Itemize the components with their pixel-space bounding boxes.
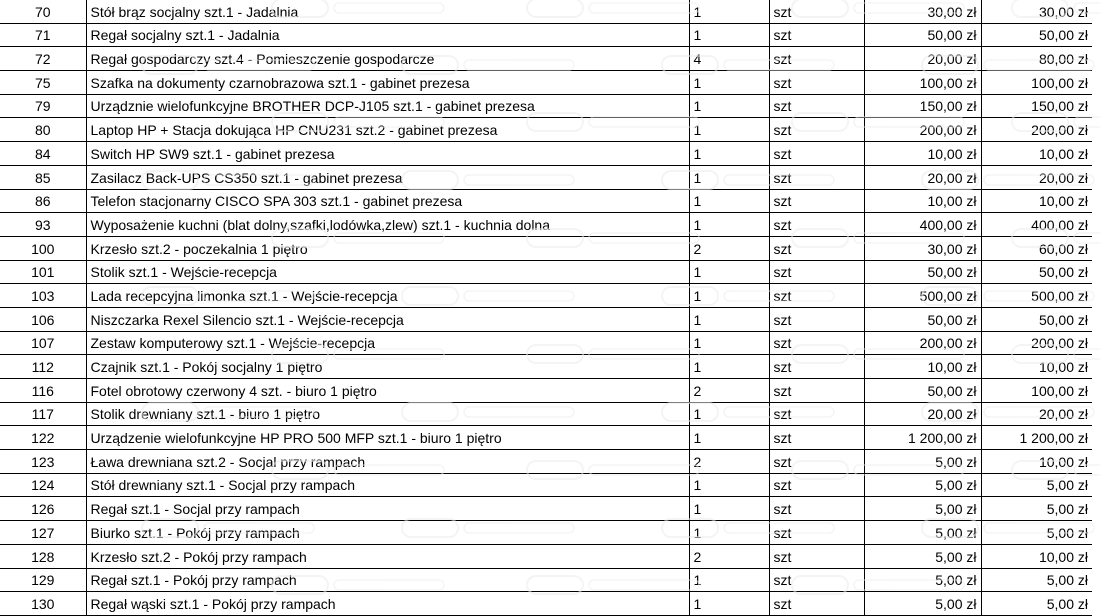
unit-price-cell: 500,00 zł	[864, 284, 981, 308]
item-name-cell: Regał socjalny szt.1 - Jadalnia	[86, 23, 689, 47]
unit-price-cell: 5,00 zł	[864, 450, 981, 474]
unit-cell: szt	[769, 497, 864, 521]
table-row	[0, 426, 1092, 450]
item-name-cell: Szafka na dokumenty czarnobrazowa szt.1 - gabinet prezesa	[86, 71, 689, 95]
quantity-cell: 1	[689, 473, 769, 497]
continuation-lines	[0, 602, 1092, 604]
quantity-cell: 1	[689, 94, 769, 118]
unit-price-cell: 200,00 zł	[864, 118, 981, 142]
unit-cell: szt	[769, 592, 864, 616]
unit-cell: szt	[769, 71, 864, 95]
total-value-cell: 10,00 zł	[981, 544, 1092, 568]
row-number-cell: 84	[0, 142, 86, 166]
item-name-cell: Regał wąski szt.1 - Pokój przy rampach	[86, 592, 689, 616]
total-value-cell: 5,00 zł	[981, 473, 1092, 497]
unit-price-cell: 50,00 zł	[864, 260, 981, 284]
quantity-cell: 1	[689, 142, 769, 166]
unit-cell: szt	[769, 568, 864, 592]
row-number-cell: 129	[0, 568, 86, 592]
total-value-cell: 100,00 zł	[981, 71, 1092, 95]
item-name-cell: Zasilacz Back-UPS CS350 szt.1 - gabinet prezesa	[86, 165, 689, 189]
item-name-cell: Regał gospodarczy szt.4 - Pomieszczenie gospodarcze	[86, 47, 689, 71]
quantity-cell: 4	[689, 47, 769, 71]
total-value-cell: 50,00 zł	[981, 260, 1092, 284]
total-value-cell: 400,00 zł	[981, 213, 1092, 237]
quantity-cell: 2	[689, 544, 769, 568]
quantity-cell: 1	[689, 355, 769, 379]
row-number-cell: 101	[0, 260, 86, 284]
quantity-cell: 1	[689, 118, 769, 142]
item-name-cell: Krzesło szt.2 - poczekalnia 1 piętro	[86, 236, 689, 260]
row-number-cell: 85	[0, 165, 86, 189]
unit-price-cell: 5,00 zł	[864, 521, 981, 545]
total-value-cell: 80,00 zł	[981, 47, 1092, 71]
unit-cell: szt	[769, 426, 864, 450]
unit-price-cell: 200,00 zł	[864, 331, 981, 355]
row-number-cell: 71	[0, 23, 86, 47]
unit-price-cell: 50,00 zł	[864, 379, 981, 403]
total-value-cell: 200,00 zł	[981, 118, 1092, 142]
row-number-cell: 103	[0, 284, 86, 308]
unit-price-cell: 5,00 zł	[864, 473, 981, 497]
quantity-cell: 1	[689, 521, 769, 545]
table-row	[0, 402, 1092, 426]
total-value-cell: 10,00 zł	[981, 450, 1092, 474]
total-value-cell: 10,00 zł	[981, 355, 1092, 379]
unit-price-cell: 30,00 zł	[864, 236, 981, 260]
total-value-cell: 10,00 zł	[981, 142, 1092, 166]
unit-price-cell: 5,00 zł	[864, 568, 981, 592]
item-name-cell: Wyposażenie kuchni (blat dolny,szafki,lodówka,zlew) szt.1 - kuchnia dolna	[86, 213, 689, 237]
unit-cell: szt	[769, 544, 864, 568]
item-name-cell: Urządznie wielofunkcyjne BROTHER DCP-J105 szt.1 - gabinet prezesa	[86, 94, 689, 118]
table-row	[0, 94, 1092, 118]
unit-cell: szt	[769, 213, 864, 237]
table-row	[0, 71, 1092, 95]
item-name-cell: Ława drewniana szt.2 - Socjal przy rampach	[86, 450, 689, 474]
row-number-cell: 126	[0, 497, 86, 521]
total-value-cell: 5,00 zł	[981, 521, 1092, 545]
item-name-cell: Niszczarka Rexel Silencio szt.1 - Wejście-recepcja	[86, 307, 689, 331]
item-name-cell: Urządzenie wielofunkcyjne HP PRO 500 MFP szt.1 - biuro 1 piętro	[86, 426, 689, 450]
quantity-cell: 1	[689, 568, 769, 592]
table-row	[0, 213, 1092, 237]
table-row	[0, 497, 1092, 521]
row-number-cell: 122	[0, 426, 86, 450]
table-row	[0, 331, 1092, 355]
item-name-cell: Lada recepcyjna limonka szt.1 - Wejście-recepcja	[86, 284, 689, 308]
unit-cell: szt	[769, 331, 864, 355]
quantity-cell: 1	[689, 260, 769, 284]
quantity-cell: 1	[689, 213, 769, 237]
unit-cell: szt	[769, 521, 864, 545]
table-row	[0, 473, 1092, 497]
item-name-cell: Stolik szt.1 - Wejście-recepcja	[86, 260, 689, 284]
table-row	[0, 189, 1092, 213]
unit-cell: szt	[769, 189, 864, 213]
table-row	[0, 165, 1092, 189]
table-row	[0, 379, 1092, 403]
row-number-cell: 112	[0, 355, 86, 379]
unit-price-cell: 150,00 zł	[864, 94, 981, 118]
row-number-cell: 124	[0, 473, 86, 497]
total-value-cell: 5,00 zł	[981, 592, 1092, 616]
unit-price-cell: 20,00 zł	[864, 165, 981, 189]
row-number-cell: 107	[0, 331, 86, 355]
table-row	[0, 568, 1092, 592]
quantity-cell: 1	[689, 307, 769, 331]
total-value-cell: 30,00 zł	[981, 0, 1092, 23]
row-number-cell: 79	[0, 94, 86, 118]
row-number-cell: 86	[0, 189, 86, 213]
table-continuation	[0, 591, 1092, 593]
table-row	[0, 47, 1092, 71]
unit-price-cell: 20,00 zł	[864, 47, 981, 71]
item-name-cell: Biurko szt.1 - Pokój przy rampach	[86, 521, 689, 545]
unit-price-cell: 10,00 zł	[864, 142, 981, 166]
quantity-cell: 1	[689, 165, 769, 189]
unit-cell: szt	[769, 473, 864, 497]
row-number-cell: 93	[0, 213, 86, 237]
item-name-cell: Stół brąz socjalny szt.1 - Jadalnia	[86, 0, 689, 23]
unit-price-cell: 10,00 zł	[864, 355, 981, 379]
unit-price-cell: 20,00 zł	[864, 402, 981, 426]
unit-price-cell: 30,00 zł	[864, 0, 981, 23]
unit-price-cell: 400,00 zł	[864, 213, 981, 237]
unit-cell: szt	[769, 165, 864, 189]
unit-price-cell: 5,00 zł	[864, 497, 981, 521]
table-row	[0, 450, 1092, 474]
row-number-cell: 123	[0, 450, 86, 474]
unit-price-cell: 1 200,00 zł	[864, 426, 981, 450]
unit-cell: szt	[769, 142, 864, 166]
quantity-cell: 1	[689, 592, 769, 616]
unit-cell: szt	[769, 355, 864, 379]
total-value-cell: 5,00 zł	[981, 497, 1092, 521]
total-value-cell: 5,00 zł	[981, 568, 1092, 592]
unit-cell: szt	[769, 118, 864, 142]
total-value-cell: 60,00 zł	[981, 236, 1092, 260]
item-name-cell: Regał szt.1 - Socjal przy rampach	[86, 497, 689, 521]
unit-price-cell: 5,00 zł	[864, 544, 981, 568]
quantity-cell: 1	[689, 23, 769, 47]
item-name-cell: Czajnik szt.1 - Pokój socjalny 1 piętro	[86, 355, 689, 379]
quantity-cell: 2	[689, 236, 769, 260]
unit-price-cell: 50,00 zł	[864, 23, 981, 47]
total-value-cell: 200,00 zł	[981, 331, 1092, 355]
total-value-cell: 150,00 zł	[981, 94, 1092, 118]
item-name-cell: Krzesło szt.2 - Pokój przy rampach	[86, 544, 689, 568]
item-name-cell: Stolik drewniany szt.1 - biuro 1 piętro	[86, 402, 689, 426]
quantity-cell: 1	[689, 71, 769, 95]
unit-cell: szt	[769, 47, 864, 71]
row-number-cell: 100	[0, 236, 86, 260]
row-number-cell: 70	[0, 0, 86, 23]
row-number-cell: 72	[0, 47, 86, 71]
table-row	[0, 307, 1092, 331]
unit-cell: szt	[769, 260, 864, 284]
unit-price-cell: 5,00 zł	[864, 592, 981, 616]
table-row	[0, 23, 1092, 47]
total-value-cell: 100,00 zł	[981, 379, 1092, 403]
unit-price-cell: 50,00 zł	[864, 307, 981, 331]
quantity-cell: 2	[689, 450, 769, 474]
total-value-cell: 1 200,00 zł	[981, 426, 1092, 450]
table-row	[0, 236, 1092, 260]
unit-cell: szt	[769, 379, 864, 403]
row-number-cell: 130	[0, 592, 86, 616]
unit-price-cell: 100,00 zł	[864, 71, 981, 95]
item-name-cell: Telefon stacjonarny CISCO SPA 303 szt.1 - gabinet prezesa	[86, 189, 689, 213]
table-row	[0, 284, 1092, 308]
row-number-cell: 106	[0, 307, 86, 331]
unit-cell: szt	[769, 94, 864, 118]
item-name-cell: Regał szt.1 - Pokój przy rampach	[86, 568, 689, 592]
quantity-cell: 1	[689, 426, 769, 450]
total-value-cell: 500,00 zł	[981, 284, 1092, 308]
quantity-cell: 1	[689, 0, 769, 23]
unit-cell: szt	[769, 0, 864, 23]
quantity-cell: 1	[689, 284, 769, 308]
table-row	[0, 355, 1092, 379]
item-name-cell: Switch HP SW9 szt.1 - gabinet prezesa	[86, 142, 689, 166]
quantity-cell: 1	[689, 189, 769, 213]
item-name-cell: Zestaw komputerowy szt.1 - Wejście-recepcja	[86, 331, 689, 355]
total-value-cell: 20,00 zł	[981, 165, 1092, 189]
row-number-cell: 80	[0, 118, 86, 142]
table-row	[0, 0, 1092, 23]
unit-cell: szt	[769, 236, 864, 260]
unit-cell: szt	[769, 307, 864, 331]
item-name-cell: Stół drewniany szt.1 - Socjal przy rampach	[86, 473, 689, 497]
quantity-cell: 1	[689, 331, 769, 355]
row-number-cell: 116	[0, 379, 86, 403]
quantity-cell: 2	[689, 379, 769, 403]
unit-price-cell: 10,00 zł	[864, 189, 981, 213]
table-row	[0, 142, 1092, 166]
unit-cell: szt	[769, 450, 864, 474]
table-row	[0, 521, 1092, 545]
total-value-cell: 50,00 zł	[981, 23, 1092, 47]
unit-cell: szt	[769, 284, 864, 308]
row-number-cell: 117	[0, 402, 86, 426]
item-name-cell: Laptop HP + Stacja dokująca HP CNU231 szt.2 - gabinet prezesa	[86, 118, 689, 142]
total-value-cell: 20,00 zł	[981, 402, 1092, 426]
table-row	[0, 118, 1092, 142]
row-number-cell: 128	[0, 544, 86, 568]
total-value-cell: 50,00 zł	[981, 307, 1092, 331]
quantity-cell: 1	[689, 402, 769, 426]
quantity-cell: 1	[689, 497, 769, 521]
table-row	[0, 260, 1092, 284]
unit-cell: szt	[769, 23, 864, 47]
total-value-cell: 10,00 zł	[981, 189, 1092, 213]
row-number-cell: 127	[0, 521, 86, 545]
item-name-cell: Fotel obrotowy czerwony 4 szt. - biuro 1 piętro	[86, 379, 689, 403]
table-row	[0, 544, 1092, 568]
unit-cell: szt	[769, 402, 864, 426]
row-number-cell: 75	[0, 71, 86, 95]
